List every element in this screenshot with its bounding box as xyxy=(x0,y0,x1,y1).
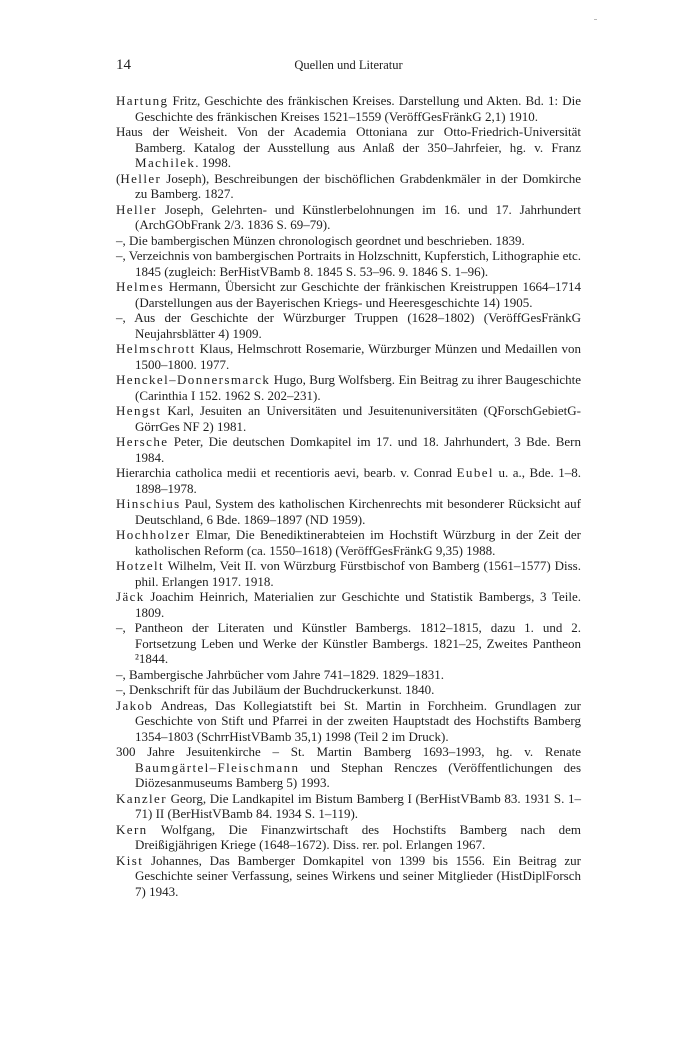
entry-author: Hartung xyxy=(116,93,169,108)
bibliography-entry xyxy=(116,744,581,791)
entry-author: Hotzelt xyxy=(116,558,165,573)
bibliography-entry xyxy=(116,698,581,745)
entry-author: Kanzler xyxy=(116,790,167,806)
page-header xyxy=(116,57,581,75)
bibliography-entry xyxy=(116,620,581,667)
bibliography-entry xyxy=(116,791,581,822)
bibliography-entry xyxy=(116,310,581,341)
entry-text: Elmar, Die Benediktinerabteien im Hochstift Würzburg in der Zeit der katholischen Reform (ca. 1550–1618) (VeröffGesFränkG 9,35) 1988. xyxy=(135,527,581,558)
entry-prefix: –, Die bambergischen Münzen chronologisch geordnet und beschrieben. 1839. xyxy=(116,232,525,248)
entry-text: Paul, System des katholischen Kirchenrechts mit besonderer Rücksicht auf Deutschland, 6 Bde. 1869–1897 (ND 1959). xyxy=(135,496,581,527)
entry-text: und Stephan Renczes (Veröffentlichungen des Diözesanmuseums Bamberg 5) 1993. xyxy=(135,759,581,790)
entry-text: Wilhelm, Veit II. von Würzburg Fürstbischof von Bamberg (1561–1577) Diss. phil. Erlangen 1917. 1918. xyxy=(135,558,581,589)
bibliography-entry xyxy=(116,822,581,853)
entry-prefix: –, Bambergische Jahrbücher vom Jahre 741–1829. 1829–1831. xyxy=(116,666,444,682)
bibliography-entry xyxy=(116,403,581,434)
bibliography-entry xyxy=(116,341,581,372)
scan-mark xyxy=(594,19,597,20)
bibliography-entry xyxy=(116,465,581,496)
bibliography-entry xyxy=(116,233,581,249)
entry-text: Hermann, Übersicht zur Geschichte der fränkischen Kreistruppen 1664–1714 (Darstellungen aus der Bayerischen Kriegs- und Heeresgeschichte 14) 1905. xyxy=(135,279,581,310)
bibliography-entry xyxy=(116,372,581,403)
entry-author: Kist xyxy=(116,852,144,868)
entry-text: Klaus, Helmschrott Rosemarie, Würzburger Münzen und Medaillen von 1500–1800. 1977. xyxy=(135,341,581,372)
entry-prefix: –, Pantheon der Literaten und Künstler Bambergs. 1812–1815, dazu 1. und 2. Fortsetzung Leben und Werke der Künstler Bambergs. 1821–25, Zweites Pantheon ²1844. xyxy=(116,620,581,666)
bibliography-entry xyxy=(116,496,581,527)
entry-text: Karl, Jesuiten an Universitäten und Jesuitenuniversitäten (QForschGebietG-GörrGes NF 2) 1981. xyxy=(135,403,581,434)
bibliography-entry xyxy=(116,527,581,558)
bibliography-entry xyxy=(116,279,581,310)
entry-text: Joseph, Gelehrten- und Künstlerbelohnungen im 16. und 17. Jahrhundert (ArchGObFrank 2/3. 1836 S. 69–79). xyxy=(135,201,581,232)
entry-prefix: ( xyxy=(116,170,121,186)
entry-text: Joachim Heinrich, Materialien zur Geschichte und Statistik Bambergs, 3 Teile. 1809. xyxy=(135,589,581,620)
bibliography-entry xyxy=(116,682,581,698)
entry-text: u. a., Bde. 1–8. 1898–1978. xyxy=(135,465,582,496)
entry-author: Hochholzer xyxy=(116,527,191,542)
entry-text: Andreas, Das Kollegiatstift bei St. Martin in Forchheim. Grundlagen zur Geschichte von Stift und Pfarrei in der zweiten Hauptstadt des Hochstifts Bamberg 1354–1803 (SchrrHistVBamb 35,1) 1998 (Teil 2 im Druck). xyxy=(135,697,581,744)
bibliography-entry xyxy=(116,171,581,202)
entry-text: Wolfgang, Die Finanzwirtschaft des Hochstifts Bamberg nach dem Dreißigjährigen Kriege (1648–1672). Diss. rer. pol. Erlangen 1967. xyxy=(135,821,581,852)
entry-author: Hersche xyxy=(116,434,169,449)
entry-text: Peter, Die deutschen Domkapitel im 17. und 18. Jahrhundert, 3 Bde. Bern 1984. xyxy=(135,434,581,465)
entry-prefix: –, Denkschrift für das Jubiläum der Buchdruckerkunst. 1840. xyxy=(116,682,435,697)
bibliography-entry xyxy=(116,589,581,620)
bibliography-entry xyxy=(116,202,581,233)
entry-text: . 1998. xyxy=(195,155,232,170)
bibliography-entry xyxy=(116,93,581,124)
entry-author: Machilek xyxy=(135,155,196,170)
entry-author: Eubel xyxy=(456,465,494,480)
entry-author: Helmschrott xyxy=(116,341,196,356)
entry-text: Johannes, Das Bamberger Domkapitel von 1399 bis 1556. Ein Beitrag zur Geschichte seiner Verfassung, seines Wirkens und seiner Mitglieder (HistDiplForsch 7) 1943. xyxy=(135,852,581,899)
entry-author: Baumgärtel–Fleischmann xyxy=(135,759,300,775)
bibliography-entry xyxy=(116,853,581,900)
entry-author: Hinschius xyxy=(116,496,181,511)
entry-prefix: Haus der Weisheit. Von der Academia Ottoniana zur Otto-Friedrich-Universität Bamberg. Katalog der Ausstellung aus Anlaß der 350–Jahrfeier, hg. v. Franz xyxy=(116,124,581,155)
page-number: 14 xyxy=(116,57,131,73)
entry-author: Henckel–Donnersmarck xyxy=(116,372,271,387)
bibliography-entry xyxy=(116,558,581,589)
entry-text: Hugo, Burg Wolfsberg. Ein Beitrag zu ihrer Baugeschichte (Carinthia I 152. 1962 S. 202–231). xyxy=(135,372,581,403)
running-title: Quellen und Literatur xyxy=(294,58,403,72)
bibliography-entry xyxy=(116,124,581,171)
entry-author: Helmes xyxy=(116,279,165,294)
entry-prefix: –, Aus der Geschichte der Würzburger Truppen (1628–1802) (VeröffGesFränkG Neujahrsblätter 4) 1909. xyxy=(116,310,581,341)
entry-prefix: Hierarchia catholica medii et recentioris aevi, bearb. v. Conrad xyxy=(116,465,457,480)
entry-author: Kern xyxy=(116,821,148,837)
entry-text: Georg, Die Landkapitel im Bistum Bamberg I (BerHistVBamb 83. 1931 S. 1–71) II (BerHistVBamb 84. 1934 S. 1–119). xyxy=(135,790,581,821)
entry-author: Heller xyxy=(116,201,157,217)
entry-author: Heller xyxy=(120,170,162,186)
entry-author: Hengst xyxy=(116,403,162,418)
entry-author: Jäck xyxy=(116,589,145,604)
bibliography-list xyxy=(116,93,581,899)
bibliography-entry xyxy=(116,434,581,465)
entry-text: Fritz, Geschichte des fränkischen Kreises. Darstellung und Akten. Bd. 1: Die Geschichte des fränkischen Kreises 1521–1559 (VeröffGesFränkG 2,1) 1910. xyxy=(135,93,581,124)
entry-text: Joseph), Beschreibungen der bischöflichen Grabdenkmäler in der Domkirche zu Bamberg. 1827. xyxy=(135,170,581,201)
bibliography-entry xyxy=(116,248,581,279)
entry-author: Jakob xyxy=(116,697,154,713)
bibliography-entry xyxy=(116,667,581,683)
entry-prefix: –, Verzeichnis von bambergischen Portraits in Holzschnitt, Kupferstich, Lithographie etc. 1845 (zugleich: BerHistVBamb 8. 1845 S. 53–96. 9. 1846 S. 1–96). xyxy=(116,248,581,279)
entry-prefix: 300 Jahre Jesuitenkirche – St. Martin Bamberg 1693–1993, hg. v. Renate xyxy=(116,744,581,759)
